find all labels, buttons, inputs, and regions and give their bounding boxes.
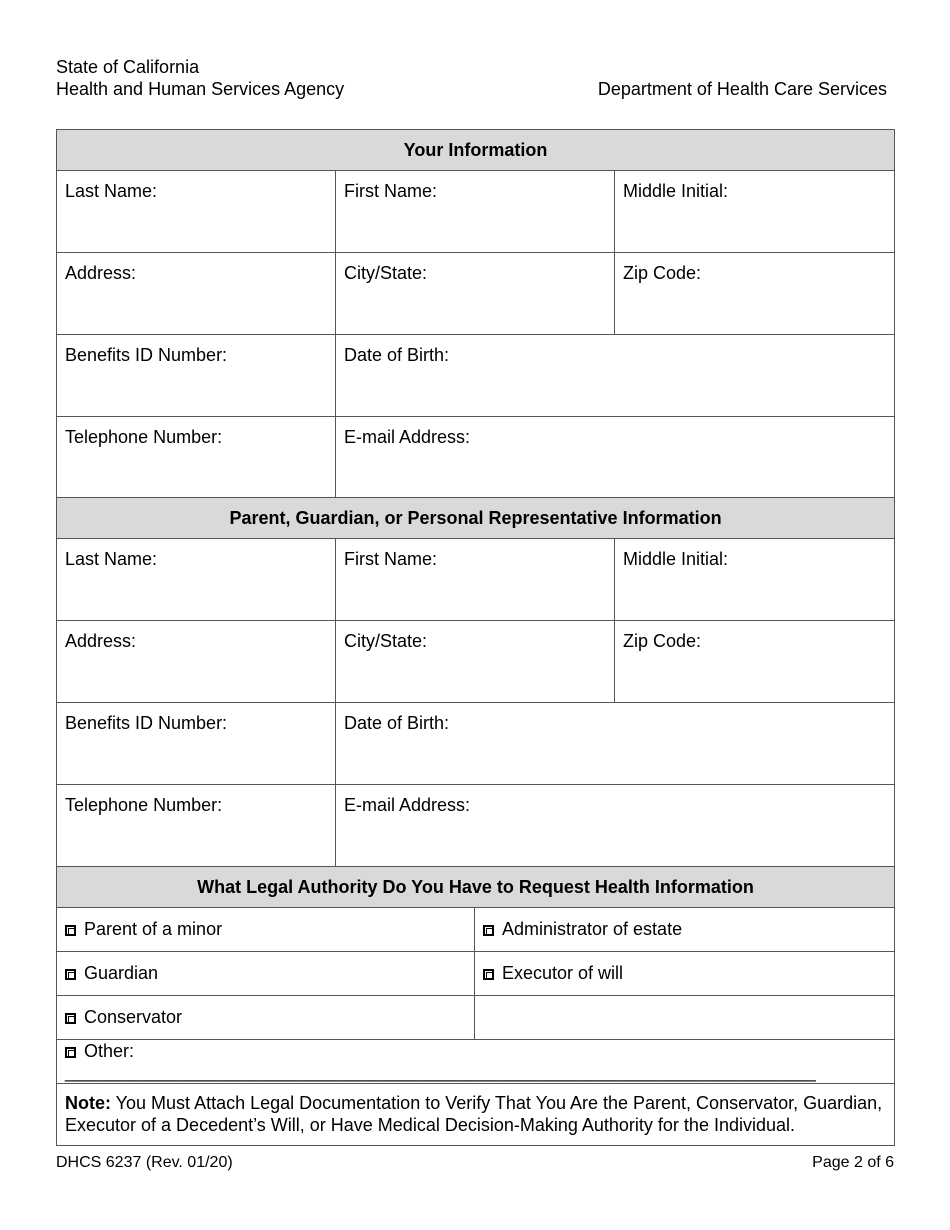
field-label: Telephone Number: <box>65 795 223 815</box>
telephone-field[interactable] <box>57 417 336 499</box>
empty-cell <box>475 996 895 1040</box>
rep-email-field[interactable] <box>336 785 895 867</box>
note-label: Note: <box>65 1093 111 1113</box>
representative-information-table <box>56 497 895 1146</box>
rep-benefits-id-field[interactable] <box>57 703 336 785</box>
field-label: Address: <box>65 263 137 283</box>
checkbox-icon[interactable] <box>65 969 76 980</box>
field-label: City/State: <box>344 631 428 651</box>
option-conservator[interactable] <box>57 996 475 1040</box>
field-label: Last Name: <box>65 181 158 201</box>
zip-code-field[interactable] <box>615 253 895 335</box>
your-information-table <box>56 129 895 499</box>
state-name: State of California <box>56 57 200 77</box>
option-parent-of-minor[interactable] <box>57 908 475 952</box>
checkbox-icon[interactable] <box>65 925 76 936</box>
option-other[interactable] <box>57 1040 895 1084</box>
option-guardian[interactable] <box>57 952 475 996</box>
form-id: DHCS 6237 (Rev. 01/20) <box>56 1154 233 1171</box>
agency-name: Health and Human Services Agency <box>56 79 345 99</box>
option-label: Parent of a minor <box>84 919 223 939</box>
field-label: First Name: <box>344 549 438 569</box>
option-label: Other: ___________________________________________________________________________ <box>65 1040 816 1082</box>
first-name-field[interactable] <box>336 171 615 253</box>
field-label: E-mail Address: <box>344 427 471 447</box>
note-text: You Must Attach Legal Documentation to Verify That You Are the Parent, Conservator, Guardian, Executor of a Decedent’s Will, or Have Medical Decision-Making Authority for the Individual. <box>65 1093 883 1135</box>
field-label: Date of Birth: <box>344 345 450 365</box>
middle-initial-field[interactable] <box>615 171 895 253</box>
page-number: Page 2 of 6 <box>812 1154 894 1171</box>
department-name: Department of Health Care Services <box>597 79 887 99</box>
rep-zip-code-field[interactable] <box>615 621 895 703</box>
section-title: What Legal Authority Do You Have to Request Health Information <box>57 867 895 908</box>
option-executor-of-will[interactable] <box>475 952 895 996</box>
header-agency-block <box>56 56 344 100</box>
email-field[interactable] <box>336 417 895 499</box>
option-label: Conservator <box>84 1007 183 1027</box>
field-label: Middle Initial: <box>623 549 729 569</box>
last-name-field[interactable] <box>57 171 336 253</box>
field-label: Zip Code: <box>623 263 702 283</box>
field-label: Date of Birth: <box>344 713 450 733</box>
field-label: First Name: <box>344 181 438 201</box>
rep-first-name-field[interactable] <box>336 539 615 621</box>
option-label: Executor of will <box>502 963 624 983</box>
checkbox-icon[interactable] <box>483 969 494 980</box>
field-label: Benefits ID Number: <box>65 345 228 365</box>
date-of-birth-field[interactable] <box>336 335 895 417</box>
rep-date-of-birth-field[interactable] <box>336 703 895 785</box>
option-label: Administrator of estate <box>502 919 683 939</box>
field-label: City/State: <box>344 263 428 283</box>
field-label: Benefits ID Number: <box>65 713 228 733</box>
field-label: Last Name: <box>65 549 158 569</box>
section-title: Your Information <box>57 130 895 171</box>
section-title: Parent, Guardian, or Personal Representative Information <box>57 498 895 539</box>
rep-address-field[interactable] <box>57 621 336 703</box>
field-label: Zip Code: <box>623 631 702 651</box>
field-label: Middle Initial: <box>623 181 729 201</box>
option-administrator-of-estate[interactable] <box>475 908 895 952</box>
note <box>57 1084 895 1146</box>
field-label: E-mail Address: <box>344 795 471 815</box>
rep-telephone-field[interactable] <box>57 785 336 867</box>
address-field[interactable] <box>57 253 336 335</box>
rep-middle-initial-field[interactable] <box>615 539 895 621</box>
field-label: Address: <box>65 631 137 651</box>
checkbox-icon[interactable] <box>65 1013 76 1024</box>
option-label: Guardian <box>84 963 159 983</box>
rep-city-state-field[interactable] <box>336 621 615 703</box>
rep-last-name-field[interactable] <box>57 539 336 621</box>
checkbox-icon[interactable] <box>483 925 494 936</box>
field-label: Telephone Number: <box>65 427 223 447</box>
city-state-field[interactable] <box>336 253 615 335</box>
checkbox-icon[interactable] <box>65 1047 76 1058</box>
benefits-id-field[interactable] <box>57 335 336 417</box>
